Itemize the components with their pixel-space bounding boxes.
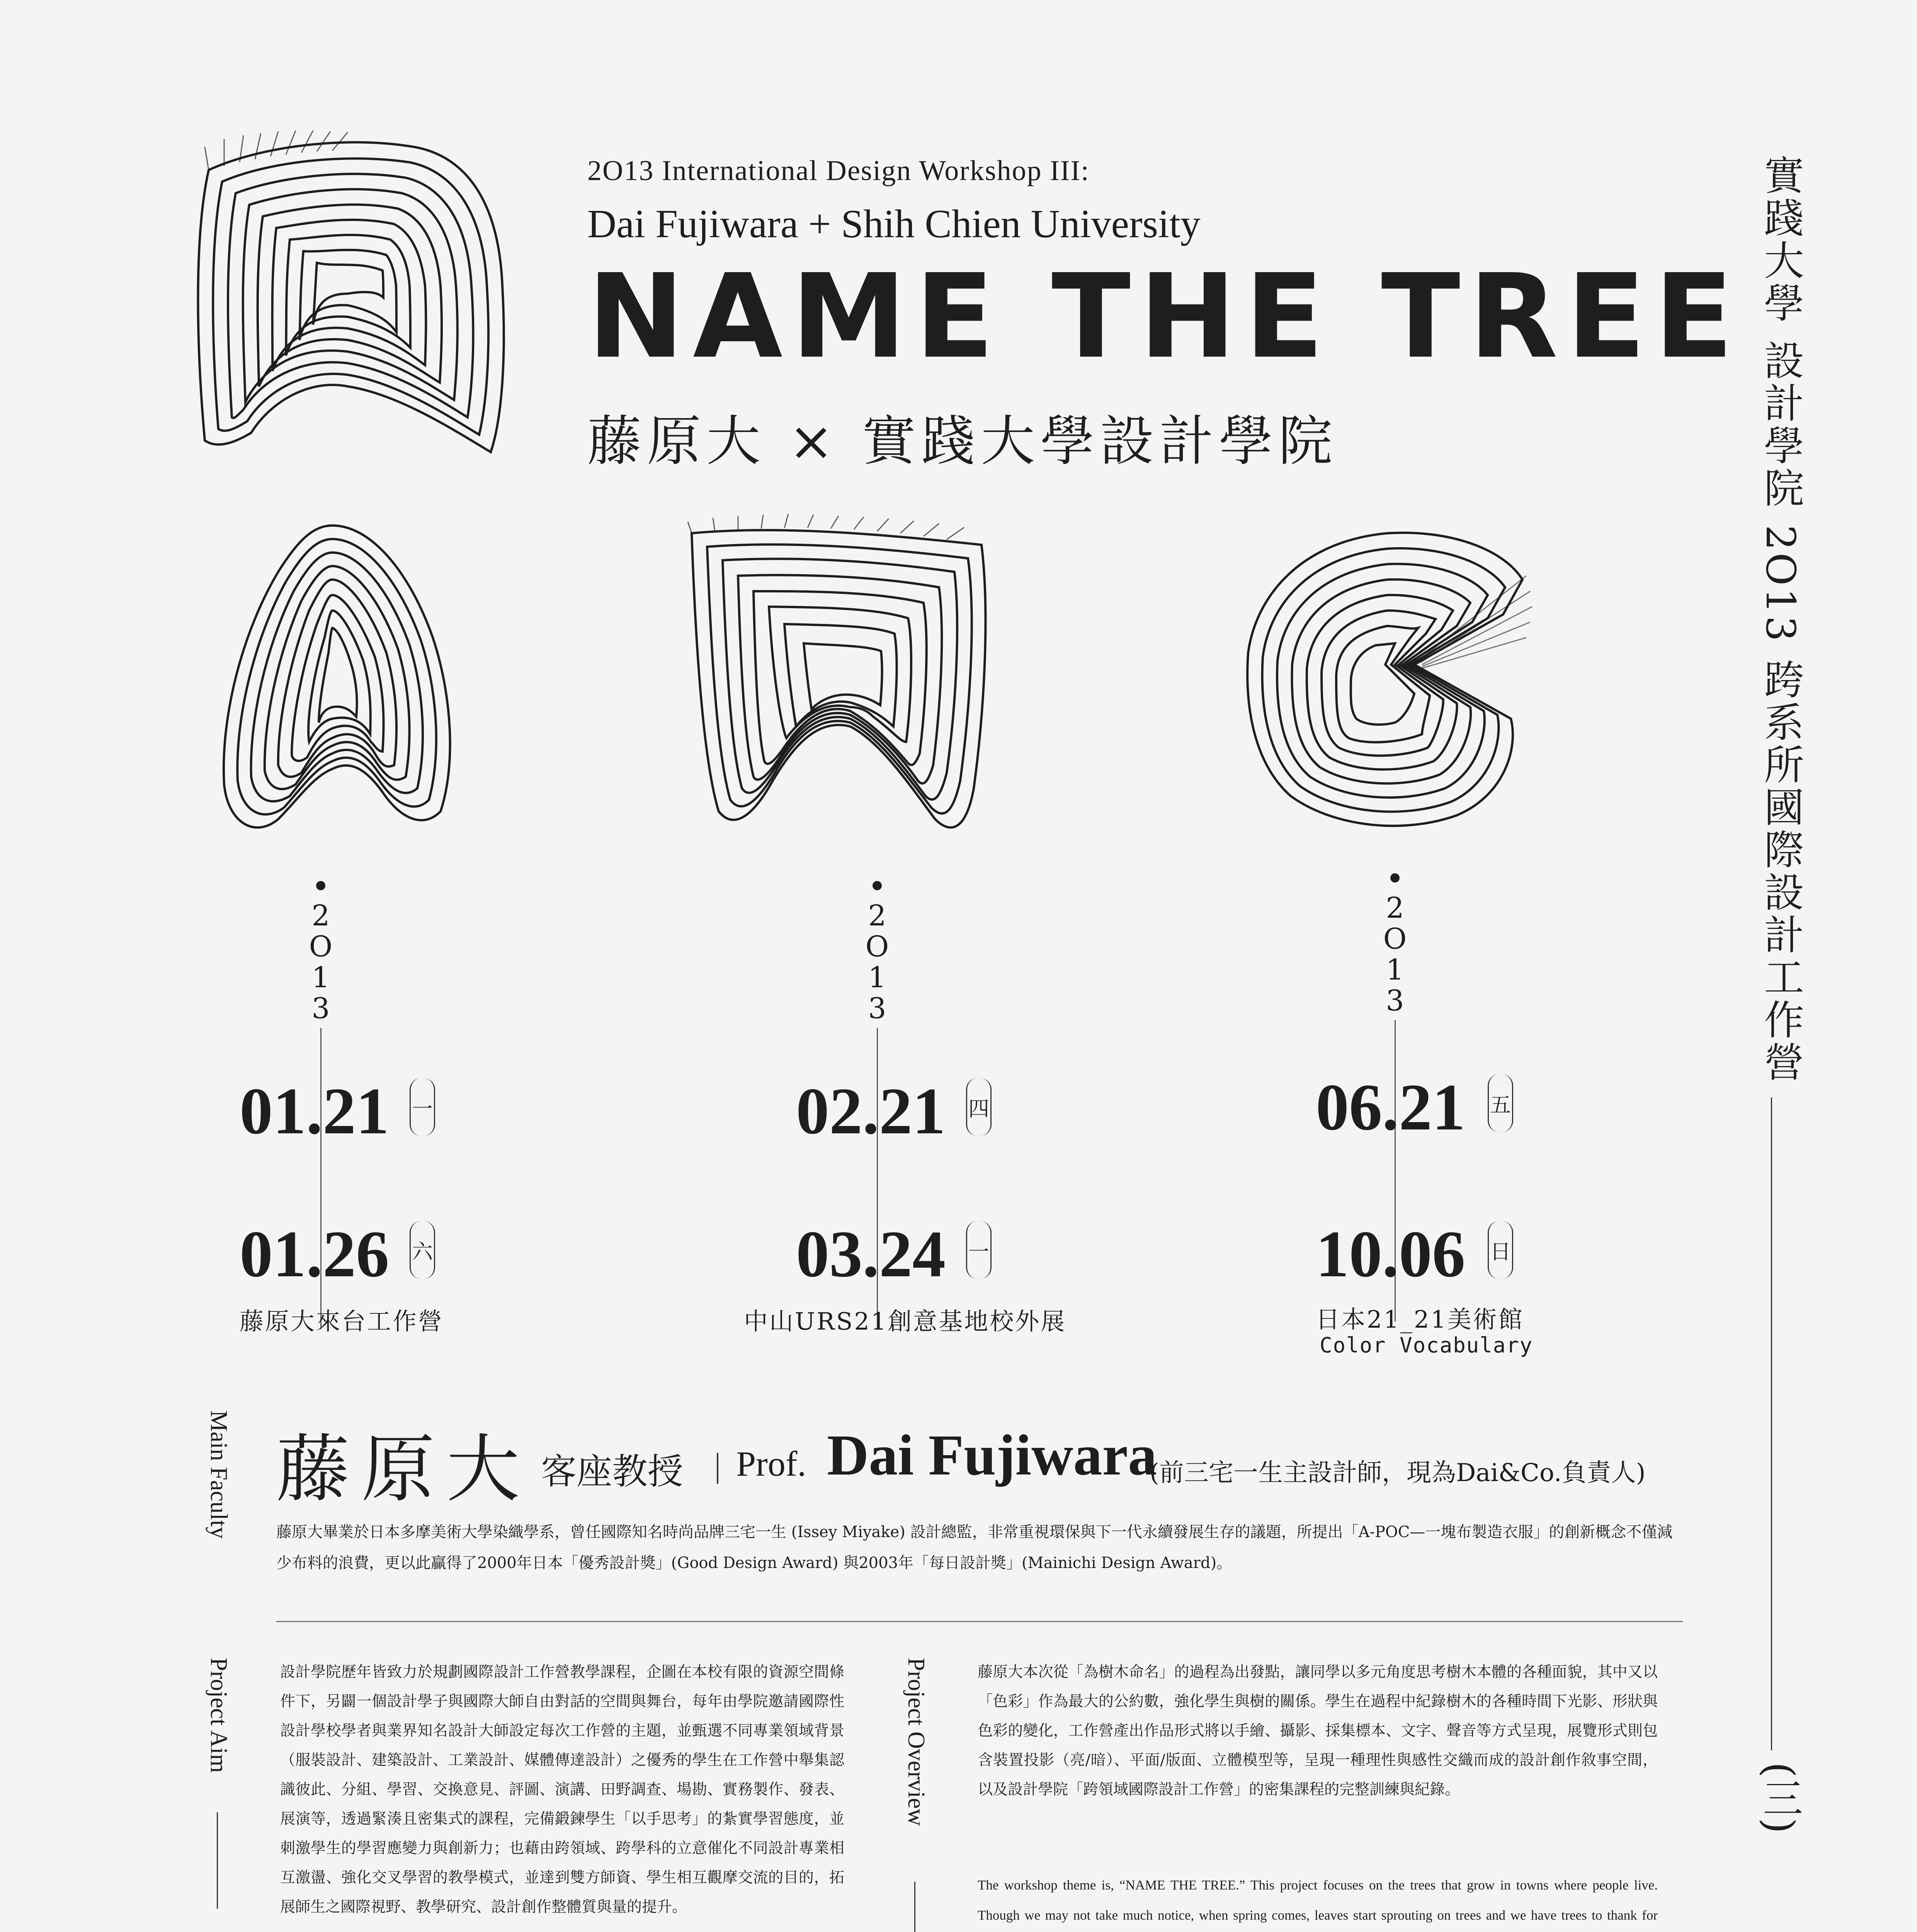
end-date: 10.06	[1316, 1218, 1465, 1291]
tree-ring-letter-e-icon	[1233, 518, 1542, 835]
tree-ring-letter-n-icon	[182, 124, 522, 464]
main-faculty-label: Main Faculty	[206, 1410, 232, 1539]
project-overview-english: The workshop theme is, “NAME THE TREE.” This project focuses on the trees that grow in towns where people live. Though we may not take much notice, when spring comes, leaves start sprouting on trees and we have trees to thank for	[978, 1878, 1658, 1923]
start-weekday: 五	[1488, 1074, 1513, 1132]
faculty-separator	[717, 1453, 718, 1484]
workshop-edition-line: 2O13 International Design Workshop III:	[587, 155, 1090, 187]
end-date: 01.26	[240, 1218, 389, 1291]
end-date: 03.24	[796, 1218, 946, 1291]
year-digit: O	[1383, 922, 1407, 956]
event-place: 中山URS21創意基地校外展	[744, 1307, 1067, 1335]
event-place: 日本21_21美術館	[1316, 1305, 1524, 1333]
end-weekday: 一	[966, 1221, 992, 1279]
end-weekday: 六	[410, 1221, 435, 1279]
start-date: 01.21	[240, 1075, 389, 1148]
project-overview-label: Project Overview	[903, 1658, 929, 1826]
start-weekday: 四	[966, 1078, 992, 1136]
start-date: 02.21	[796, 1075, 946, 1148]
page-title: NAME THE TREE	[587, 249, 1742, 384]
workshop-partners-line: Dai Fujiwara + Shih Chien University	[587, 202, 1201, 246]
year-digit: 1	[1386, 953, 1404, 986]
timeline-dot	[873, 881, 882, 890]
year-digit: 2	[868, 899, 886, 932]
tree-ring-letter-a-icon	[209, 514, 460, 846]
aim-label-rule	[217, 1812, 218, 1909]
end-weekday: 日	[1488, 1221, 1513, 1279]
project-aim-paragraph-1: 設計學院歷年皆致力於規劃國際設計工作營教學課程，企圖在本校有限的資源空間條件下，另闢一個設計學子與國際大師自由對話的空間與舞台，每年由學院邀請國際性設計學校學者與業界知名設計大師設定每次工作營的主題，並甄選不同專業領域背景（服裝設計、建築設計、工業設計、媒體傳達設計）之優秀的學生在工作營中舉集認識彼此、分組、學習、交換意見、評圖、演講、田野調查、場勘、實務製作、發表、展演等，透過緊湊且密集式的課程，完備鍛鍊學生「以手思考」的紮實學習態度，並刺激學生的學習應變力與創新力；也藉由跨領域、跨學科的立意催化不同設計專業相互激盪、強化交叉學習的教學模式，並達到雙方師資、學生相互觀摩交流的目的，拓展師生之國際視野、教學研究、設計創作整體質與量的提升。	[280, 1663, 844, 1916]
chinese-subtitle: 藤原大 × 實踐大學設計學院	[587, 410, 1338, 473]
year-digit: 1	[311, 961, 330, 994]
timeline-dot	[1390, 873, 1400, 883]
event-place-subtitle: Color Vocabulary	[1320, 1333, 1533, 1357]
start-weekday: 一	[410, 1078, 435, 1136]
year-digit: 2	[1386, 891, 1404, 925]
tree-ring-letter-m-icon	[680, 510, 1009, 846]
faculty-prefix: Prof.	[736, 1444, 806, 1483]
year-digit: 2	[311, 899, 330, 932]
year-digit: 3	[311, 992, 330, 1025]
faculty-title-chinese: 客座教授	[541, 1451, 684, 1492]
vertical-title: 實踐大學 設計學院 2O13 跨系所國際設計工作營	[1757, 155, 1804, 1084]
vertical-edition-number: (三)	[1756, 1762, 1803, 1834]
vertical-divider	[1771, 1097, 1772, 1750]
overview-label-rule	[914, 1882, 915, 1932]
faculty-name-chinese: 藤原大	[276, 1427, 532, 1512]
year-digit: 3	[868, 992, 886, 1025]
faculty-bio: 藤原大畢業於日本多摩美術大學染織學系，曾任國際知名時尚品牌三宅一生 (Issey Miyake) 設計總監，非常重視環保與下一代永續發展生存的議題，所提出「A-POC—一塊布製造衣服」的創新概念不僅減少布料的浪費，更以此贏得了2000年日本「優秀設計獎」(Good Design Award) 與2003年「每日設計獎」(Mainichi Design Award)。	[276, 1523, 1673, 1572]
event-place: 藤原大來台工作營	[240, 1307, 444, 1335]
faculty-name-english: Dai Fujiwara	[827, 1423, 1157, 1487]
year-digit: O	[865, 930, 889, 963]
year-digit: 3	[1386, 984, 1404, 1017]
section-divider	[276, 1621, 1683, 1622]
faculty-note: (前三宅一生主設計師，現為Dai&Co.負責人)	[1150, 1459, 1646, 1487]
year-digit: O	[309, 930, 333, 963]
project-overview-chinese: 藤原大本次從「為樹木命名」的過程為出發點，讓同學以多元角度思考樹木本體的各種面貌，其中又以「色彩」作為最大的公約數，強化學生與樹的關係。學生在過程中紀錄樹木的各種時間下光影、形狀與色彩的變化，工作營產出作品形式將以手繪、攝影、採集標本、文字、聲音等方式呈現，展覽形式則包含裝置投影（亮/暗）、平面/版面、立體模型等，呈現一種理性與感性交織而成的設計創作敘事空間，以及設計學院「跨領域國際設計工作營」的密集課程的完整訓練與紀錄。	[978, 1663, 1658, 1798]
project-aim-label: Project Aim	[206, 1658, 232, 1773]
year-digit: 1	[868, 961, 886, 994]
timeline-dot	[316, 881, 325, 890]
start-date: 06.21	[1316, 1071, 1465, 1144]
